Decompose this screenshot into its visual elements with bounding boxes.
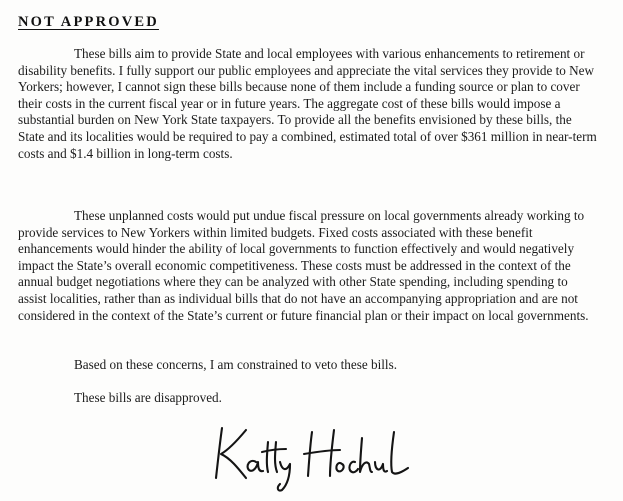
- paragraph-benefits: These bills aim to provide State and local employees with various enhancements to retirement or disability benefits. I fully support our public employees and appreciate the vital services they provide to New Yorkers; however, I cannot sign these bills because none of them include a funding source or plan to cover their costs in the current fiscal year or in future years. The aggregate cost of these bills would impose a substantial burden on New York State taxpayers. To provide all the benefits envisioned by these bills, the State and its localities would be required to pay a combined, estimated total of over $361 million in near-term costs and $1.4 billion in long-term costs.: [18, 46, 597, 161]
- paragraph-unplanned-costs: These unplanned costs would put undue fiscal pressure on local governments already working to provide services to New Yorkers within limited budgets. Fixed costs associated with these benefit enhancements would hinder the ability of local governments to function effectively and would negatively impact the State’s overall economic competitiveness. These costs must be addressed in the context of the annual budget negotiations where they can be analyzed with other State spending, including spending to assist localities, rather than as individual bills that do not have an accompanying appropriation and are not considered in the context of the State’s current or future financial plan or their impact on local governments.: [18, 208, 589, 323]
- heading-not-approved: NOT APPROVED: [18, 14, 159, 30]
- paragraph-veto-statement: Based on these concerns, I am constrained to veto these bills.: [74, 357, 398, 372]
- paragraph-disapproved: These bills are disapproved.: [74, 390, 222, 405]
- handwritten-signature: [212, 420, 412, 492]
